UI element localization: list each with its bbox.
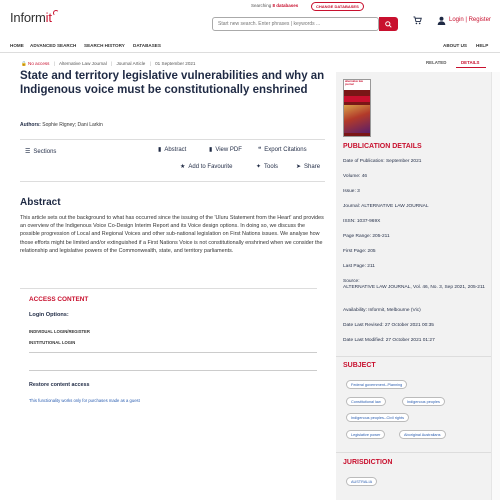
nav-search-history[interactable]: SEARCH HISTORY <box>84 43 125 48</box>
share-button[interactable] <box>296 163 320 170</box>
jurisdiction-heading: JURISDICTION <box>343 459 393 466</box>
tools-label: Tools <box>264 163 279 170</box>
institutional-login-link[interactable]: INSTITUTIONAL LOGIN <box>29 340 76 345</box>
article-title: State and territory legislative vulnerabilities and why an Indigenous voice must be constitutionally enshrined <box>20 70 325 96</box>
subject-chip[interactable]: Aboriginal Australians <box>399 430 446 439</box>
logo-text-accent: it <box>45 10 52 25</box>
detail-availability: Availability: Informit, Melbourne (Vic) <box>343 308 421 313</box>
jurisdiction-divider <box>336 452 491 453</box>
view-pdf-label: View PDF <box>215 146 242 153</box>
change-databases-button[interactable]: CHANGE DATABASES <box>311 2 364 11</box>
access-status: No access <box>28 61 50 66</box>
detail-date-last-revised: Date Last Revised: 27 October 2021 00:35 <box>343 323 434 328</box>
authors-names[interactable]: Sophie Rigney; Dani Larkin <box>42 122 103 128</box>
abstract-label: Abstract <box>164 146 187 153</box>
pdf-icon: ▮ <box>209 147 213 153</box>
cart-button[interactable] <box>413 16 422 25</box>
detail-issn: ISSN: 1037-969X <box>343 219 381 224</box>
user-icon <box>437 16 446 25</box>
tab-related[interactable]: RELATED <box>426 60 447 65</box>
detail-source: Source: ALTERNATIVE LAW JOURNAL, Vol. 46, No. 3, Sep 2021, 205-211 <box>343 279 485 291</box>
article-type: Journal Article <box>116 61 146 66</box>
star-icon: ★ <box>180 164 186 170</box>
subject-chip[interactable]: Legislative power <box>346 430 385 439</box>
access-divider-2 <box>29 370 317 371</box>
searching-status <box>251 3 298 8</box>
wrench-icon: ✦ <box>256 164 262 170</box>
access-divider-1 <box>29 352 317 353</box>
subject-chip[interactable]: Federal government--Planning <box>346 380 407 389</box>
jurisdiction-chip[interactable]: AUSTRALIA <box>346 477 377 486</box>
restore-access-text[interactable]: This functionality works only for purchases made as a guest <box>29 398 140 403</box>
searching-prefix: Searching <box>251 3 272 8</box>
toolbar-divider-top <box>20 139 325 140</box>
abstract-heading: Abstract <box>20 197 61 208</box>
subject-chip[interactable]: Constitutional law <box>346 397 386 406</box>
search-input[interactable] <box>213 18 378 30</box>
login-register-link[interactable]: Login | Register <box>449 17 491 23</box>
login-options-heading: Login Options: <box>29 312 69 318</box>
quote-icon: ❝ <box>258 147 262 153</box>
subject-divider <box>336 356 491 357</box>
cart-icon <box>413 16 422 25</box>
sidebar-scrollbar[interactable] <box>491 72 500 500</box>
cover-title: alternative law journal <box>344 80 370 90</box>
tools-button[interactable] <box>256 163 278 170</box>
search-icon <box>385 21 392 28</box>
nav-advanced-search[interactable]: ADVANCED SEARCH <box>30 43 77 48</box>
search-box <box>212 17 379 31</box>
sections-button[interactable] <box>25 148 56 155</box>
document-icon: ▮ <box>158 147 162 153</box>
logo-text-main: Inform <box>10 10 46 25</box>
toolbar-divider-bottom <box>20 181 325 182</box>
access-content-panel <box>20 288 317 413</box>
article-meta: 🔒 No access | Alternative Law Journal | Journal Article | 01 September 2021 <box>21 61 196 66</box>
journal-cover-image[interactable] <box>343 79 371 137</box>
abstract-text: This article sets out the background to what has occurred since the issuing of the 'Uluru Statement from the Heart' and provides an overview of the Indigenous Voice Co-Design Interim Report and its Voice design options. In doing so, we discuss the possible progression of Local and Regional Voices and other sub-national legislation on First Nations issues. We analyse how those efforts might be limited and/or extinguished if a First Nations Voice is not constitutionally enshrined when we consider the relationship and legislative powers of the Commonwealth, state, and territory parliaments. <box>20 215 324 254</box>
nav-home[interactable]: HOME <box>10 43 24 48</box>
access-content-heading: ACCESS CONTENT <box>29 296 89 303</box>
detail-journal: Journal: ALTERNATIVE LAW JOURNAL <box>343 204 429 209</box>
detail-page-range: Page Range: 205-211 <box>343 234 390 239</box>
restore-access-heading: Restore content access <box>29 382 90 388</box>
authors-label: Authors: <box>20 122 41 128</box>
active-tab-indicator <box>456 67 486 68</box>
individual-login-link[interactable]: INDIVIDUAL LOGIN/REGISTER <box>29 329 90 334</box>
add-to-favourite-label: Add to Favourite <box>188 163 233 170</box>
publication-details-heading: PUBLICATION DETAILS <box>343 143 422 150</box>
detail-date-of-publication: Date of Publication: September 2021 <box>343 159 422 164</box>
abstract-button[interactable] <box>158 146 186 153</box>
authors-line <box>20 122 103 128</box>
nav-databases[interactable]: DATABASES <box>133 43 161 48</box>
informit-logo[interactable] <box>10 10 58 25</box>
add-to-favourite-button[interactable] <box>180 163 232 170</box>
share-label: Share <box>304 163 321 170</box>
share-icon: ➤ <box>296 164 302 170</box>
logo-swoosh-icon <box>53 10 59 16</box>
view-pdf-button[interactable] <box>209 146 242 153</box>
subject-heading: SUBJECT <box>343 362 376 369</box>
tab-details[interactable]: DETAILS <box>461 60 480 65</box>
detail-date-last-modified: Date Last Modified: 27 October 2021 01:27 <box>343 338 435 343</box>
sections-label: Sections <box>33 148 57 155</box>
lock-icon: 🔒 <box>21 61 27 66</box>
user-button[interactable] <box>437 16 446 25</box>
top-navigation <box>0 38 500 53</box>
search-button[interactable] <box>379 17 398 31</box>
list-icon: ☰ <box>25 149 31 155</box>
detail-last-page: Last Page: 211 <box>343 264 375 269</box>
journal-name[interactable]: Alternative Law Journal <box>58 61 107 66</box>
detail-volume: Volume: 46 <box>343 174 368 179</box>
detail-first-page: First Page: 205 <box>343 249 376 254</box>
databases-count[interactable]: 8 databases <box>272 3 299 8</box>
nav-about-us[interactable]: ABOUT US <box>443 43 467 48</box>
export-citations-label: Export Citations <box>264 146 307 153</box>
subject-chip[interactable]: Indigenous peoples <box>402 397 445 406</box>
article-date: 01 September 2021 <box>155 61 196 66</box>
export-citations-button[interactable] <box>258 146 307 153</box>
subject-chip[interactable]: Indigenous peoples--Civil rights <box>346 413 409 422</box>
detail-issue: Issue: 3 <box>343 189 360 194</box>
nav-help[interactable]: HELP <box>476 43 489 48</box>
